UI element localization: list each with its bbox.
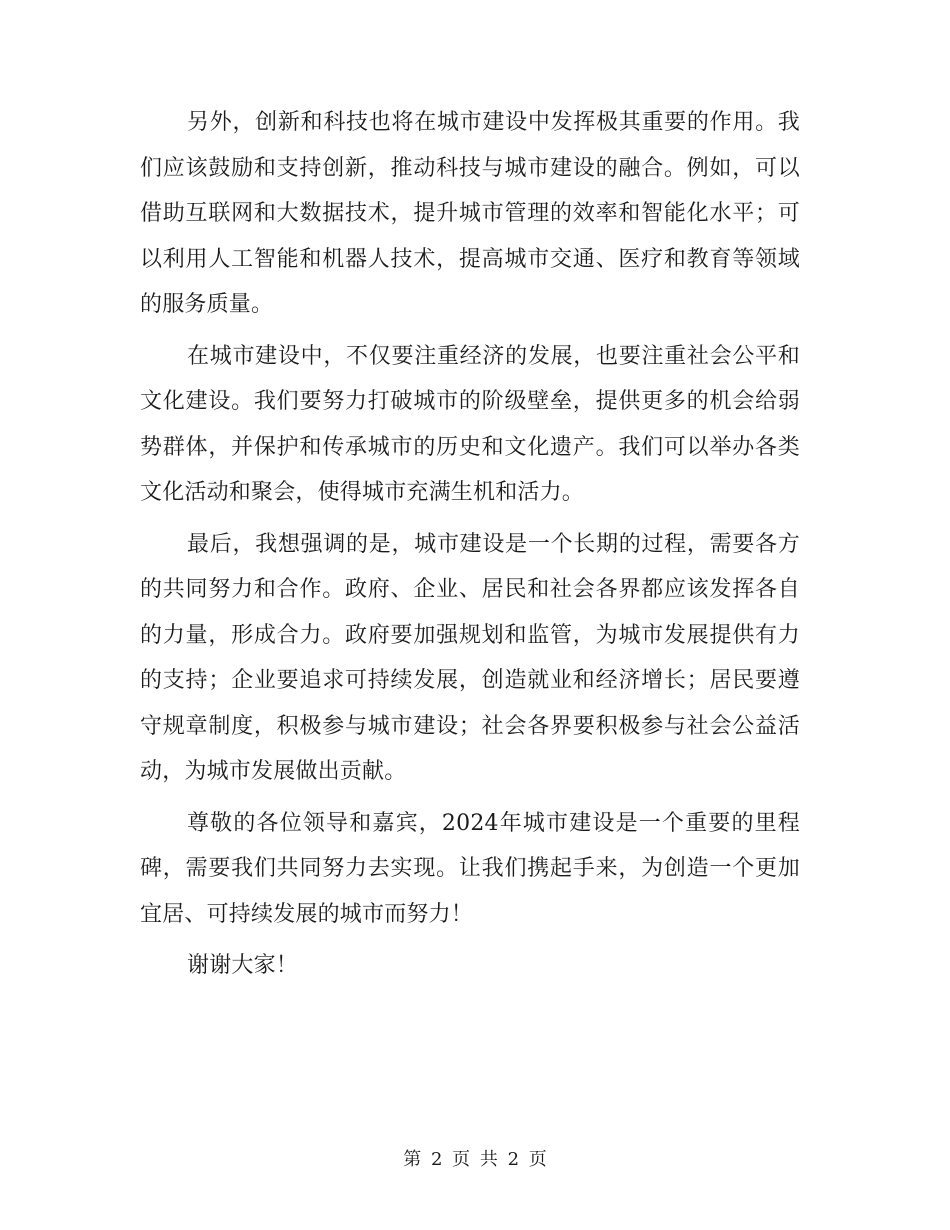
- paragraph-innovation: 另外，创新和科技也将在城市建设中发挥极其重要的作用。我们应该鼓励和支持创新，推动科技与城市建设的融合。例如，可以借助互联网和大数据技术，提升城市管理的效率和智能化水平；可以利用人工智能和机器人技术，提高城市交通、医疗和教育等领域的服务质量。: [140, 110, 800, 317]
- document-body: [140, 100, 800, 995]
- paragraph-cooperation: 最后，我想强调的是，城市建设是一个长期的过程，需要各方的共同努力和合作。政府、企业、居民和社会各界都应该发挥各自的力量，形成合力。政府要加强规划和监管，为城市发展提供有力的支持；企业要追求可持续发展，创造就业和经济增长；居民要遵守规章制度，积极参与城市建设；社会各界要积极参与社会公益活动，为城市发展做出贡献。: [140, 531, 800, 784]
- page-number-footer: 第 2 页 共 2 页: [403, 1149, 547, 1170]
- paragraph-closing: 尊敬的各位领导和嘉宾，2024年城市建设是一个重要的里程碑，需要我们共同努力去实现。让我们携起手来，为创造一个更加宜居、可持续发展的城市而努力！: [140, 810, 800, 927]
- paragraph-social-fairness: 在城市建设中，不仅要注重经济的发展，也要注重社会公平和文化建设。我们要努力打破城市的阶级壁垒，提供更多的机会给弱势群体，并保护和传承城市的历史和文化遗产。我们可以举办各类文化活动和聚会，使得城市充满生机和活力。: [140, 343, 800, 505]
- paragraph-thanks: 谢谢大家！: [187, 953, 299, 978]
